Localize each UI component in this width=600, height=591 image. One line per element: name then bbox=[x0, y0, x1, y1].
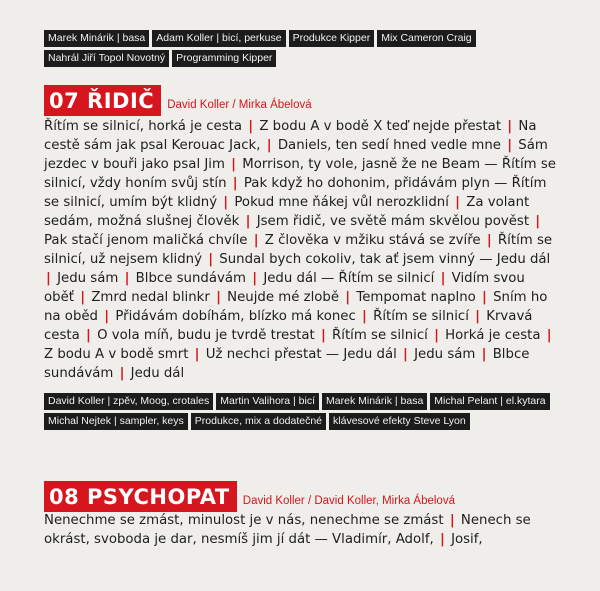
credit-tag: klávesové efekty Steve Lyon bbox=[329, 413, 470, 430]
credit-tag: David Koller | zpěv, Moog, crotales bbox=[44, 393, 213, 410]
track-credit: David Koller / David Koller, Mirka Ábelová bbox=[242, 495, 455, 507]
line-separator: | bbox=[434, 328, 439, 343]
credit-tag: Marek Minárik | basa bbox=[44, 30, 149, 47]
lyric-line: Řítím se silnicí, horká je cesta bbox=[44, 119, 243, 134]
line-separator: | bbox=[439, 532, 445, 547]
credit-tag: Martin Valihora | bicí bbox=[216, 393, 319, 410]
line-separator: | bbox=[231, 157, 237, 172]
line-separator: | bbox=[194, 347, 200, 362]
lyric-line: Pak stačí jenom maličká chvíle bbox=[44, 233, 248, 248]
line-separator: | bbox=[535, 214, 541, 229]
line-separator: | bbox=[546, 328, 552, 343]
credit-tag: Nahrál Jiří Topol Novotný bbox=[44, 50, 169, 67]
line-separator: | bbox=[449, 513, 455, 528]
line-separator: | bbox=[216, 290, 221, 305]
lyric-line: Řítím se silnicí bbox=[373, 309, 469, 324]
lyric-line: Sám jezdec v bouři jako psal Jim bbox=[44, 138, 548, 172]
credits-top bbox=[44, 30, 564, 67]
line-separator: | bbox=[475, 309, 480, 324]
line-separator: | bbox=[455, 195, 461, 210]
line-separator: | bbox=[403, 347, 408, 362]
lyric-line: Na cestě sám jak psal Kerouac Jack, bbox=[44, 119, 537, 153]
credit-tag: Mix Cameron Craig bbox=[377, 30, 475, 47]
line-separator: | bbox=[124, 271, 130, 286]
track-credit: David Koller / Mirka Ábelová bbox=[167, 99, 312, 111]
line-separator: | bbox=[80, 290, 86, 305]
line-separator: | bbox=[223, 195, 229, 210]
line-separator: | bbox=[507, 138, 513, 153]
line-separator: | bbox=[482, 290, 487, 305]
track-title: 08 PSYCHOPAT bbox=[44, 481, 237, 512]
line-separator: | bbox=[362, 309, 367, 324]
line-separator: | bbox=[486, 233, 492, 248]
lyric-line: Pak když ho dohonim, přidávám plyn — Řítím se silnicí, umím být klidný bbox=[44, 176, 547, 210]
lyric-line: Nenech se okrást, svoboda je dar, nesmíš jim jí dát — Vladimír, Adolf, bbox=[44, 513, 531, 547]
lyric-line: Horká je cesta bbox=[445, 328, 541, 343]
track-heading-07 bbox=[44, 85, 312, 116]
line-separator: | bbox=[248, 119, 254, 134]
lyric-line: O vola míň, budu je tvrdě trestat bbox=[97, 328, 315, 343]
line-separator: | bbox=[86, 328, 91, 343]
lyric-line: Daniels, ten sedí hned vedle mne bbox=[277, 138, 501, 153]
lyric-line: Jedu sám bbox=[414, 347, 476, 362]
track-title: 07 ŘIDIČ bbox=[44, 85, 161, 116]
line-separator: | bbox=[208, 252, 214, 267]
lyric-line: Jedu dál bbox=[130, 366, 185, 381]
credit-tag: Produkce Kipper bbox=[289, 30, 375, 47]
credit-tag: Michal Nejtek | sampler, keys bbox=[44, 413, 188, 430]
lyric-line: Přidávám dobíhám, blízko má konec bbox=[115, 309, 356, 324]
line-separator: | bbox=[46, 271, 51, 286]
credit-tag: Michal Pelant | el.kytara bbox=[430, 393, 549, 410]
line-separator: | bbox=[119, 366, 125, 381]
line-separator: | bbox=[104, 309, 110, 324]
lyrics-08 bbox=[44, 511, 559, 549]
lyric-line: Josif, bbox=[451, 532, 483, 547]
track-heading-08 bbox=[44, 481, 455, 512]
line-separator: | bbox=[253, 233, 259, 248]
lyric-line: Už nechci přestat — Jedu dál bbox=[205, 347, 397, 362]
line-separator: | bbox=[245, 214, 251, 229]
credit-tag: Marek Minárik | basa bbox=[322, 393, 427, 410]
lyric-line: Jedu sám bbox=[57, 271, 119, 286]
lyric-line: Vidím svou oběť bbox=[44, 271, 525, 305]
lyric-line: Sundal bych cokoliv, tak ať jsem vinný — Jedu dál bbox=[219, 252, 551, 267]
lyric-line: Neujde mé zlobě bbox=[227, 290, 340, 305]
lyric-line: Blbce sundávám bbox=[135, 271, 246, 286]
line-separator: | bbox=[232, 176, 238, 191]
lyric-line: Z bodu A v bodě smrt bbox=[44, 347, 189, 362]
credit-tag: Adam Koller | bicí, perkuse bbox=[152, 30, 285, 47]
lyric-line: Řítím se silnicí bbox=[332, 328, 428, 343]
lyric-line: Řítím se silnicí, už nejsem klidný bbox=[44, 233, 553, 267]
lyrics-07 bbox=[44, 117, 559, 383]
line-separator: | bbox=[252, 271, 258, 286]
lyric-line: Sním ho na oběd bbox=[44, 290, 548, 324]
line-separator: | bbox=[440, 271, 446, 286]
credit-tag: Produkce, mix a dodatečné bbox=[191, 413, 326, 430]
lyric-line: Jedu dál — Řítím se silnicí bbox=[263, 271, 435, 286]
lyric-line: Za volant sedám, možná slušnej člověk bbox=[44, 195, 530, 229]
line-separator: | bbox=[320, 328, 326, 343]
line-separator: | bbox=[481, 347, 487, 362]
lyric-line: Krvavá cesta bbox=[44, 309, 533, 343]
lyric-line: Tempomat naplno bbox=[356, 290, 476, 305]
lyric-line: Blbce sundávám bbox=[44, 347, 530, 381]
lyric-line: Z bodu A v bodě X teď nejde přestat bbox=[259, 119, 502, 134]
credits-mid bbox=[44, 393, 564, 430]
lyric-line: Pokud mne ňákej vůl nerozklidní bbox=[234, 195, 449, 210]
lyric-line: Zmrd nedal blinkr bbox=[91, 290, 210, 305]
lyric-line: Z člověka v mžiku stává se zvíře bbox=[264, 233, 481, 248]
line-separator: | bbox=[266, 138, 272, 153]
line-separator: | bbox=[507, 119, 513, 134]
credit-tag: Programming Kipper bbox=[172, 50, 276, 67]
lyric-line: Jsem řidič, ve světě mám skvělou pověst bbox=[256, 214, 530, 229]
lyric-line: Nenechme se zmást, minulost je v nás, nenechme se zmást bbox=[44, 513, 444, 528]
line-separator: | bbox=[345, 290, 351, 305]
lyric-line: Morrison, ty vole, jasně že ne Beam — Řítím se silnicí, vždy honím svůj stín bbox=[44, 157, 556, 191]
